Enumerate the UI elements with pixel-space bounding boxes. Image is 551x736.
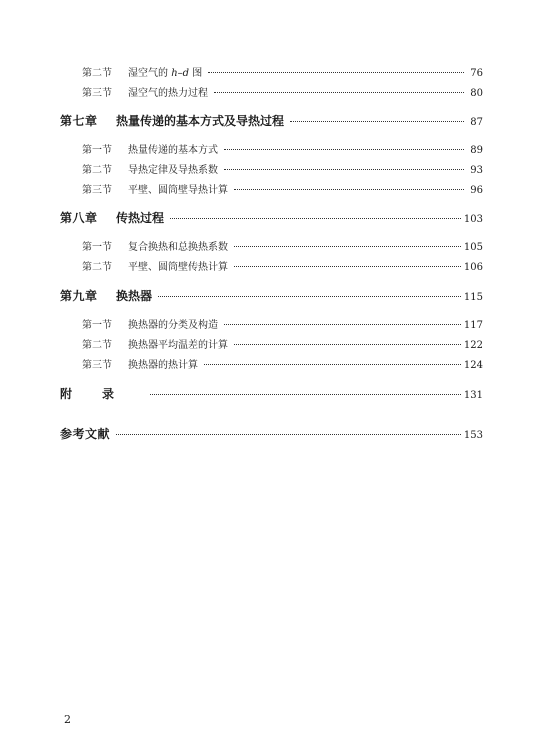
entry-page: 105: [463, 242, 483, 253]
toc-entry: [82, 336, 483, 351]
entry-page: 124: [463, 360, 483, 371]
toc-entry: [82, 238, 483, 253]
entry-title: 换热器平均温差的计算: [128, 340, 228, 351]
chapter-number: 第九章: [60, 289, 98, 303]
toc-chapter: [60, 112, 483, 129]
toc-entry: [82, 84, 483, 99]
dot-leader: [234, 189, 464, 190]
entry-page: 93: [470, 165, 483, 176]
dot-leader: [204, 364, 461, 365]
entry-number: 第三节: [82, 360, 112, 371]
entry-number: 第二节: [82, 262, 112, 273]
entry-page: 89: [470, 145, 483, 156]
dot-leader: [234, 246, 461, 247]
entry-page: 106: [463, 262, 483, 273]
entry-page: 122: [463, 340, 483, 351]
entry-title: 导热定律及导热系数: [128, 165, 218, 176]
dot-leader: [224, 324, 461, 325]
toc-entry: [82, 316, 483, 331]
toc-entry: [82, 258, 483, 273]
dot-leader: [150, 394, 461, 395]
chapter-title: 换热器: [116, 289, 153, 303]
toc-chapter: [60, 209, 483, 226]
toc-appendix: [60, 385, 483, 402]
toc-entry: [82, 141, 483, 156]
chapter-page: 87: [470, 117, 483, 128]
entry-title: 平壁、圆筒壁导热计算: [128, 185, 228, 196]
dot-leader: [116, 434, 461, 435]
entry-number: 第一节: [82, 145, 112, 156]
dot-leader: [214, 92, 464, 93]
entry-title: 湿空气的 h–d 图: [128, 68, 203, 79]
chapter-number: 第八章: [60, 211, 98, 225]
appendix-label: 附录: [60, 387, 145, 401]
toc-entry: [82, 356, 483, 371]
dot-leader: [158, 296, 461, 297]
references-page: 153: [463, 430, 483, 441]
page-number: 2: [64, 713, 71, 726]
dot-leader: [234, 266, 461, 267]
dot-leader: [290, 121, 464, 122]
entry-number: 第二节: [82, 165, 112, 176]
chapter-title: 热量传递的基本方式及导热过程: [116, 114, 285, 128]
entry-title: 复合换热和总换热系数: [128, 242, 228, 253]
entry-number: 第一节: [82, 320, 112, 331]
appendix-page: 131: [463, 390, 483, 401]
dot-leader: [224, 149, 464, 150]
dot-leader: [224, 169, 464, 170]
chapter-page: 115: [463, 292, 483, 303]
entry-title: 换热器的热计算: [128, 360, 198, 371]
entry-number: 第二节: [82, 68, 112, 79]
toc-chapter: [60, 287, 483, 304]
entry-number: 第三节: [82, 88, 112, 99]
entry-number: 第三节: [82, 185, 112, 196]
entry-number: 第一节: [82, 242, 112, 253]
entry-page: 76: [470, 68, 483, 79]
chapter-title: 传热过程: [116, 211, 165, 225]
toc-entry: [82, 181, 483, 196]
toc-references: [60, 425, 483, 442]
chapter-page: 103: [463, 214, 483, 225]
chapter-number: 第七章: [60, 114, 98, 128]
entry-page: 117: [463, 320, 483, 331]
toc-entry: [82, 161, 483, 176]
entry-number: 第二节: [82, 340, 112, 351]
entry-title: 湿空气的热力过程: [128, 88, 208, 99]
references-label: 参考文献: [60, 427, 111, 441]
entry-title: 换热器的分类及构造: [128, 320, 218, 331]
dot-leader: [208, 72, 464, 73]
entry-page: 96: [470, 185, 483, 196]
entry-page: 80: [470, 88, 483, 99]
dot-leader: [170, 218, 461, 219]
entry-title: 平壁、圆筒壁传热计算: [128, 262, 228, 273]
dot-leader: [234, 344, 461, 345]
toc-entry: [82, 64, 483, 79]
entry-title: 热量传递的基本方式: [128, 145, 218, 156]
